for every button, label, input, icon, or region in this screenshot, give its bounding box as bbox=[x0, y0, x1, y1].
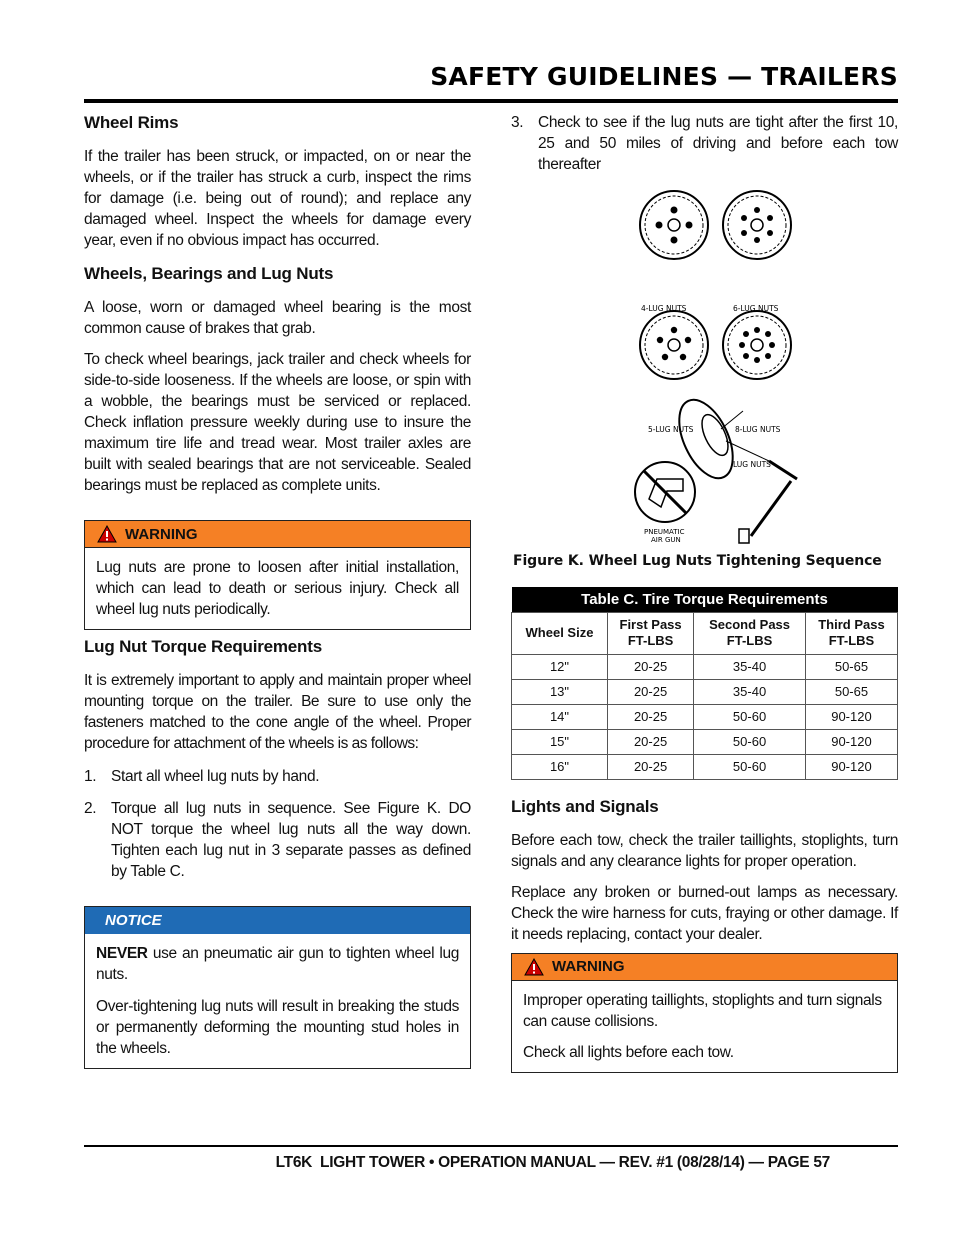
header-line-2: FT-LBS bbox=[828, 633, 875, 648]
table-row bbox=[512, 654, 898, 679]
bearings-paragraph-1: A loose, worn or damaged wheel bearing is the most common cause of brakes that grab. bbox=[84, 299, 471, 337]
cell: 14" bbox=[512, 704, 608, 729]
notice-label: NOTICE bbox=[105, 912, 162, 929]
page-title: SAFETY GUIDELINES — TRAILERS bbox=[430, 62, 898, 91]
step-number: 3. bbox=[511, 114, 524, 131]
header-line-1: Second Pass bbox=[709, 617, 791, 632]
right-column bbox=[511, 112, 898, 1073]
warning-box-lights bbox=[511, 953, 898, 1073]
table-row bbox=[512, 704, 898, 729]
label-6-lug: 6-LUG NUTS bbox=[733, 304, 779, 313]
warning-header bbox=[512, 954, 897, 981]
figure-k bbox=[511, 161, 898, 569]
cell: 20-25 bbox=[608, 654, 694, 679]
cell: 50-65 bbox=[805, 679, 897, 704]
label-5-lug: 5-LUG NUTS bbox=[648, 425, 694, 434]
col-header-wheel-size: Wheel Size bbox=[512, 612, 608, 654]
header-line-2: FT-LBS bbox=[627, 633, 674, 648]
warning-triangle-icon bbox=[524, 958, 544, 976]
cell: 13" bbox=[512, 679, 608, 704]
wheel-4-lug-icon bbox=[640, 191, 708, 259]
list-item bbox=[84, 798, 471, 882]
cell: 20-25 bbox=[608, 704, 694, 729]
warning-label: WARNING bbox=[125, 525, 198, 543]
wheel-8-lug-icon bbox=[723, 311, 791, 379]
table-row bbox=[512, 754, 898, 779]
col-header-first-pass bbox=[608, 612, 694, 654]
notice-paragraph-2: Over-tightening lug nuts will result in breaking the studs or permanently deforming the mounting stud holes in the wheels. bbox=[96, 998, 459, 1057]
cell: 50-65 bbox=[805, 654, 897, 679]
col-header-second-pass bbox=[694, 612, 806, 654]
left-column bbox=[84, 112, 471, 1069]
warning-paragraph-2: Check all lights before each tow. bbox=[523, 1043, 734, 1061]
label-lug-nuts: LUG NUTS bbox=[733, 460, 771, 469]
lights-paragraph-1: Before each tow, check the trailer taillights, stoplights, turn signals and any clearance lights for proper operation. bbox=[511, 831, 898, 870]
cell: 35-40 bbox=[694, 679, 806, 704]
notice-box bbox=[84, 906, 471, 1069]
label-4-lug: 4-LUG NUTS bbox=[641, 304, 687, 313]
torque-body: It is extremely important to apply and maintain proper wheel mounting torque on the trailer. Be sure to use only the fasteners matched to the cone angle of the wheel. Proper procedure for attachment of the wheels is as follows: bbox=[84, 672, 471, 752]
cell: 12" bbox=[512, 654, 608, 679]
figure-caption: Figure K. Wheel Lug Nuts Tightening Sequence bbox=[513, 553, 882, 569]
notice-paragraph-1-rest: use an pneumatic air gun to tighten wheel lug nuts. bbox=[96, 945, 459, 983]
warning-header bbox=[85, 521, 470, 548]
lug-nut-sequence-illustration bbox=[511, 161, 898, 547]
step-text: Check to see if the lug nuts are tight after the first 10, 25 and 50 miles of driving and before each tow thereafter bbox=[538, 114, 898, 173]
cell: 35-40 bbox=[694, 654, 806, 679]
lights-paragraph-2: Replace any broken or burned-out lamps as necessary. Check the wire harness for cuts, fraying or other damage. If it needs replacing, contact your dealer. bbox=[511, 883, 898, 943]
warning-paragraph-1: Improper operating taillights, stoplights and turn signals can cause collisions. bbox=[523, 991, 882, 1030]
cell: 50-60 bbox=[694, 754, 806, 779]
warning-label: WARNING bbox=[552, 958, 625, 975]
lights-heading: Lights and Signals bbox=[511, 796, 659, 816]
wheel-rims-heading: Wheel Rims bbox=[84, 113, 179, 132]
no-pneumatic-air-gun-icon bbox=[635, 462, 695, 522]
label-air-gun: AIR GUN bbox=[651, 536, 681, 544]
cell: 20-25 bbox=[608, 754, 694, 779]
col-header-third-pass bbox=[805, 612, 897, 654]
torque-steps bbox=[84, 766, 471, 882]
header-line-2: FT-LBS bbox=[726, 633, 773, 648]
header-line-1: First Pass bbox=[619, 617, 682, 632]
footer-rule bbox=[84, 1145, 898, 1147]
cell: 50-60 bbox=[694, 729, 806, 754]
cell: 90-120 bbox=[805, 704, 897, 729]
step-text: Torque all lug nuts in sequence. See Figure K. DO NOT torque the wheel lug nuts all the way down. Tighten each lug nut in 3 separate passes as defined by Table C. bbox=[111, 800, 471, 880]
cell: 50-60 bbox=[694, 704, 806, 729]
notice-never: NEVER bbox=[96, 945, 148, 962]
torque-table bbox=[511, 587, 898, 780]
label-8-lug: 8-LUG NUTS bbox=[735, 425, 781, 434]
cell: 20-25 bbox=[608, 679, 694, 704]
warning-box-lug-nuts bbox=[84, 520, 471, 630]
bearings-heading: Wheels, Bearings and Lug Nuts bbox=[84, 264, 334, 283]
step-text: Start all wheel lug nuts by hand. bbox=[111, 768, 320, 785]
label-pneumatic: PNEUMATIC bbox=[644, 528, 685, 536]
cell: 16" bbox=[512, 754, 608, 779]
warning-triangle-icon bbox=[97, 525, 117, 543]
step-number: 2. bbox=[84, 800, 97, 817]
cell: 90-120 bbox=[805, 729, 897, 754]
wheel-6-lug-icon bbox=[723, 191, 791, 259]
notice-header bbox=[85, 907, 470, 934]
cell: 20-25 bbox=[608, 729, 694, 754]
wheel-5-lug-icon bbox=[640, 311, 708, 379]
torque-heading: Lug Nut Torque Requirements bbox=[84, 637, 322, 656]
notice-paragraph-1 bbox=[96, 943, 459, 985]
table-row bbox=[512, 679, 898, 704]
step-number: 1. bbox=[84, 768, 97, 785]
page-footer: LT6K LIGHT TOWER • OPERATION MANUAL — REV. #1 (08/28/14) — PAGE 57 bbox=[275, 1154, 830, 1171]
table-title: Table C. Tire Torque Requirements bbox=[512, 587, 898, 612]
header-line-1: Third Pass bbox=[818, 617, 885, 632]
cell: 90-120 bbox=[805, 754, 897, 779]
title-rule bbox=[84, 99, 898, 103]
list-item bbox=[84, 766, 471, 787]
cell: 15" bbox=[512, 729, 608, 754]
warning-body: Lug nuts are prone to loosen after initial installation, which can lead to death or serious injury. Check all wheel lug nuts periodically. bbox=[96, 559, 459, 618]
table-row bbox=[512, 729, 898, 754]
bearings-paragraph-2: To check wheel bearings, jack trailer and check wheels for side-to-side looseness. If the wheels are loose, or spin with a wobble, the bearings must be serviced or replaced. Check inflation pressure weekly during use to insure the maximum tire life and tread wear. Most trailer axles are built with sealed bearings that are not serviceable. Sealed bearings must be replaced as complete units. bbox=[84, 351, 471, 494]
wheel-rims-body: If the trailer has been struck, or impacted, on or near the wheels, or if the trailer has struck a curb, inspect the rims for damage (i.e. being out of round); and replace any damaged wheel. Inspect the wheels for damage every year, even if no obvious impact has occurred. bbox=[84, 148, 471, 249]
